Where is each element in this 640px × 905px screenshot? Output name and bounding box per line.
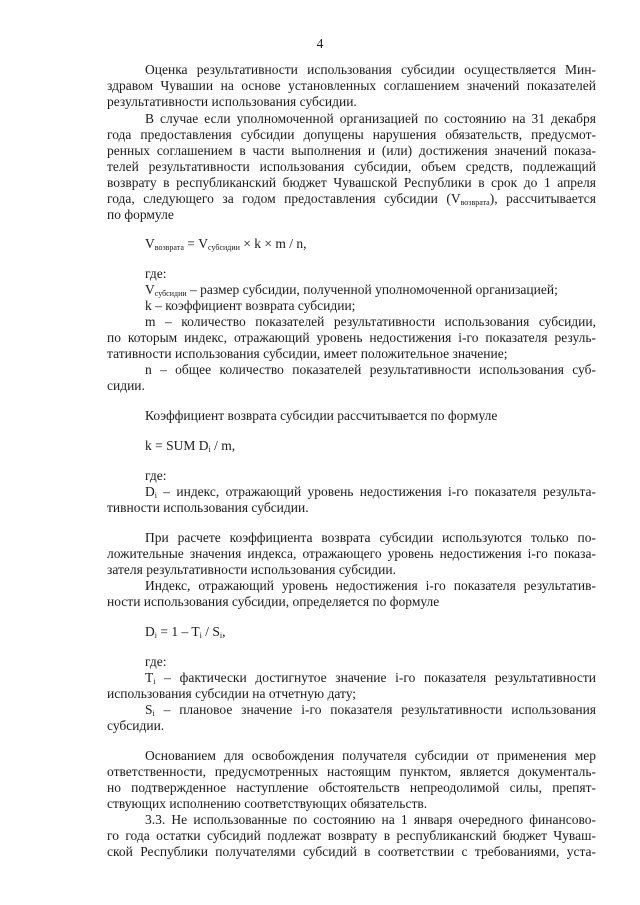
where-label: где: [145, 468, 167, 483]
paragraph-line: по формуле [107, 207, 174, 222]
paragraph-line: года, следующего за годом предоставления субсидии $(V_{возврата})$, рассчитывается [107, 191, 596, 207]
formula-v-return: $V_{возврата} = V_{субсидии} \times k \times m / n$, [145, 236, 307, 252]
paragraph-line: зателя результативности использования субсидии. [107, 562, 396, 577]
paragraph-line: результативности использования субсидии. [107, 94, 357, 109]
definition-line: по которым индекс, отражающий уровень недостижения i-го показателя резуль- [107, 330, 596, 345]
where-label: где: [145, 266, 167, 281]
coefficient-intro: Коэффициент возврата субсидии рассчитывается по формуле [145, 408, 498, 423]
definition-line: тивности использования субсидии. [107, 500, 309, 515]
paragraph-line: телей результативности использования субсидии, объем средств, подлежащий [107, 159, 596, 174]
paragraph-line: При расчете коэффициента возврата субсидии используются только по- [145, 530, 596, 545]
definition-line: $V_{субсидии}$ – размер субсидии, полученной уполномоченной организацией; [145, 282, 558, 298]
definition-line: m – количество показателей результативности использования субсидии, [145, 314, 596, 329]
paragraph-line: В случае если уполномоченной организацией по состоянию на 31 декабря [145, 111, 596, 126]
paragraph-line: 3.3. Не использованные по состоянию на 1 января очередного финансово- [145, 812, 596, 827]
paragraph-line: ности использования субсидии, определяется по формуле [107, 594, 440, 609]
definition-line: субсидии. [107, 718, 165, 733]
definition-line: $S_i$ – плановое значение i-го показателя результативности использования [145, 702, 596, 718]
paragraph-line: ложительные значения индекса, отражающего уровень недостижения i-го показа- [107, 546, 596, 561]
formula-d: $D_i = 1 - T_i / S_i$, [145, 624, 226, 640]
page-number: 4 [316, 36, 324, 51]
paragraph-line: ренных соглашением в части выполнения и (или) достижения значений показа- [107, 143, 596, 158]
paragraph-line: ской Республики получателями субсидий в соответствии с требованиями, уста- [107, 844, 596, 859]
paragraph-line: Индекс, отражающий уровень недостижения i-го показателя результатив- [145, 578, 596, 593]
paragraph-line: возврату в республиканский бюджет Чувашской Республики в срок до 1 апреля [107, 175, 596, 190]
definition-line: сидии. [107, 378, 145, 393]
definition-line: $T_i$ – фактически достигнутое значение i-го показателя результативности [145, 670, 596, 686]
paragraph-line: ствующих исполнению соответствующих обязательств. [107, 796, 428, 811]
definition-line: использования субсидии на отчетную дату; [107, 686, 357, 701]
paragraph-line: ответственности, предусмотренных настоящим пунктом, является документаль- [107, 764, 596, 779]
paragraph-line: здравом Чувашии на основе установленных соглашением значений показателей [107, 78, 596, 93]
where-label: где: [145, 654, 167, 669]
definition-line: тативности использования субсидии, имеет положительное значение; [107, 346, 508, 361]
paragraph-line: Основанием для освобождения получателя субсидии от применения мер [145, 748, 596, 763]
definition-line: $D_i$ – индекс, отражающий уровень недостижения i-го показателя результа- [145, 484, 596, 500]
definition-line: k – коэффициент возврата субсидии; [145, 298, 356, 313]
paragraph-line: но подтвержденное наступление обстоятельств непреодолимой силы, препят- [107, 780, 596, 795]
formula-k: k = SUM $D_i$ / m, [145, 438, 236, 454]
paragraph-line: Оценка результативности использования субсидии осуществляется Мин- [145, 62, 596, 77]
paragraph-line: года предоставления субсидии допущены нарушения обязательств, предусмот- [107, 127, 596, 142]
definition-line: n – общее количество показателей результативности использования суб- [145, 362, 596, 377]
paragraph-line: го года остатки субсидий подлежат возврату в республиканский бюджет Чуваш- [107, 828, 596, 843]
